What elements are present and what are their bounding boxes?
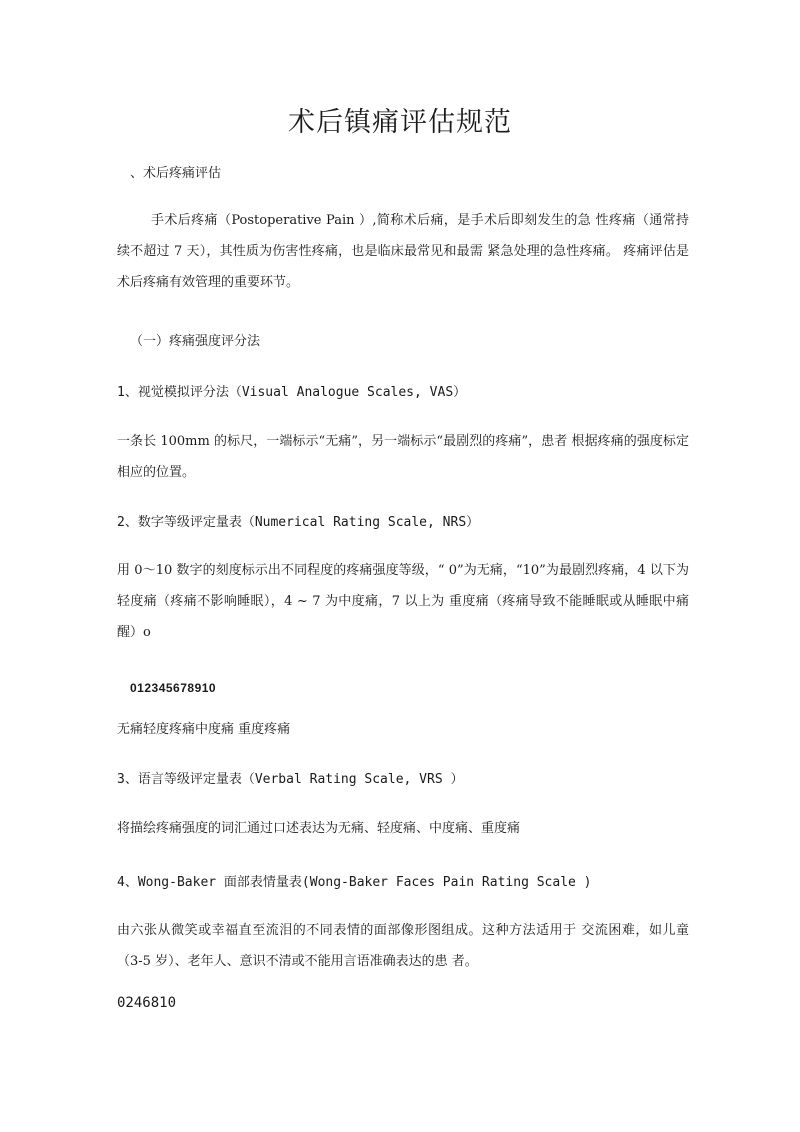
- nrs-scale-numbers: 012345678910: [130, 681, 217, 695]
- method-heading-wong-baker: 4、Wong-Baker 面部表情量表(Wong-Baker Faces Pain Rating Scale ): [117, 875, 592, 890]
- method-heading-vrs: 3、语言等级评定量表（Verbal Rating Scale, VRS ）: [117, 772, 464, 787]
- wong-baker-scale-numbers: 0246810: [117, 995, 177, 1011]
- section-heading: 、术后疼痛评估: [130, 166, 222, 181]
- intro-paragraph: 手术后疼痛（Postoperative Pain ）,简称术后痛，是手术后即刻发生的急 性疼痛（通常持续不超过 7 天），其性质为伤害性疼痛，也是临床最常见和最需 紧急处理的急性疼痛。 疼痛评估是术后疼痛有效管理的重要环节。: [117, 213, 689, 290]
- method-description-vas: 一条长 100mm 的标尺，一端标示“无痛”，另一端标示“最剧烈的疼痛”，患者 根据疼痛的强度标定相应的位置。: [117, 434, 689, 480]
- method-description-nrs: 用 0〜10 数字的刻度标示出不同程度的疼痛强度等级，“ 0”为无痛，“10”为最剧烈疼痛，4 以下为轻度痛（疼痛不影响睡眠），4 ~ 7 为中度痛，7 以上为 重度痛（疼痛导致不能睡眠或从睡眠中痛醒）o: [117, 563, 689, 640]
- method-heading-vas: 1、视觉模拟评分法（Visual Analogue Scales, VAS）: [117, 385, 467, 400]
- nrs-scale-labels: 无痛轻度疼痛中度痛 重度疼痛: [117, 722, 291, 737]
- subsection-heading: （一）疼痛强度评分法: [130, 334, 261, 349]
- method-description-vrs: 将描绘疼痛强度的词汇通过口述表达为无痛、轻度痛、中度痛、重度痛: [117, 821, 521, 836]
- method-description-wong-baker: 由六张从微笑或幸福直至流泪的不同表情的面部像形图组成。这种方法适用于 交流困难，如儿童（3-5 岁）、老年人、意识不清或不能用言语准确表达的患 者。: [117, 923, 689, 969]
- page-title: 术后镇痛评估规范: [288, 107, 512, 138]
- method-heading-nrs: 2、数字等级评定量表（Numerical Rating Scale, NRS）: [117, 515, 480, 530]
